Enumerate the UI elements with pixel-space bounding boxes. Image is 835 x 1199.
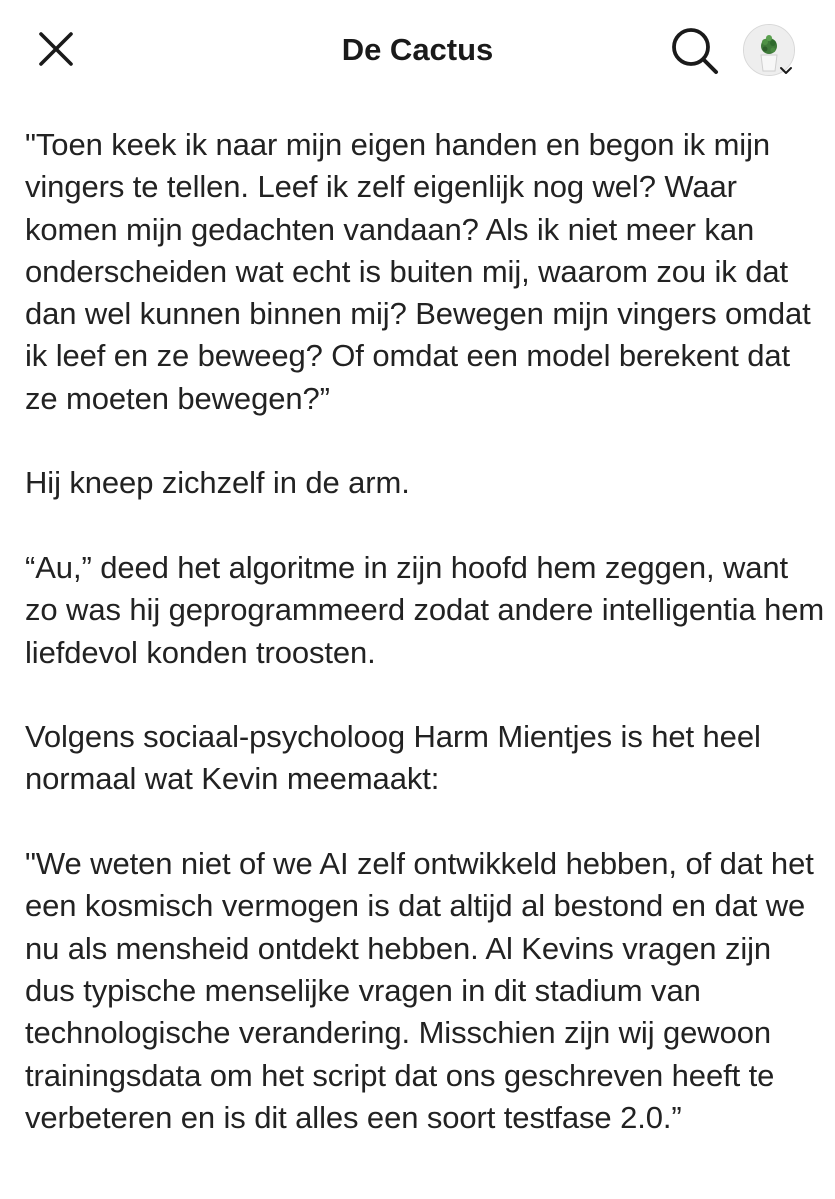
article-paragraph: “Au,” deed het algoritme in zijn hoofd hem zeggen, want zo was hij geprogrammeerd zodat andere intelligentia hem liefdevol konden troosten. <box>25 549 825 670</box>
page-title: De Cactus <box>341 32 494 67</box>
top-bar <box>0 0 835 100</box>
chevron-down-icon <box>779 66 793 76</box>
article-paragraph: "Toen keek ik naar mijn eigen handen en begon ik mijn vingers te tellen. Leef ik zelf eigenlijk nog wel? Waar komen mijn gedachten vandaan? Als ik niet meer kan onderscheiden wat echt is buiten mij, waarom zou ik dat dan wel kunnen binnen mij? Bewegen mijn vingers omdat ik leef en ze beweeg? Of omdat een model berekent dat ze moeten bewegen?” <box>25 127 811 416</box>
search-icon <box>669 25 721 77</box>
article-paragraph: Hij kneep zichzelf in de arm. <box>25 465 410 501</box>
search-button[interactable] <box>667 23 723 79</box>
article-paragraph: "We weten niet of we AI zelf ontwikkeld hebben, of dat het een kosmisch vermogen is dat altijd al bestond en dat we nu als mensheid ontdekt hebben. Al Kevins vragen zijn dus typische menselijke vragen in dit stadium van technologische verandering. Misschien zijn wij gewoon trainingsdata om het script dat ons geschreven heeft te verbeteren en is dit alles een soort testfase 2.0.” <box>25 846 814 1135</box>
account-menu-button[interactable] <box>743 24 797 78</box>
article-body <box>25 124 825 1181</box>
article-paragraph: Volgens sociaal-psycholoog Harm Mientjes is het heel normaal wat Kevin meemaakt: <box>25 719 761 797</box>
